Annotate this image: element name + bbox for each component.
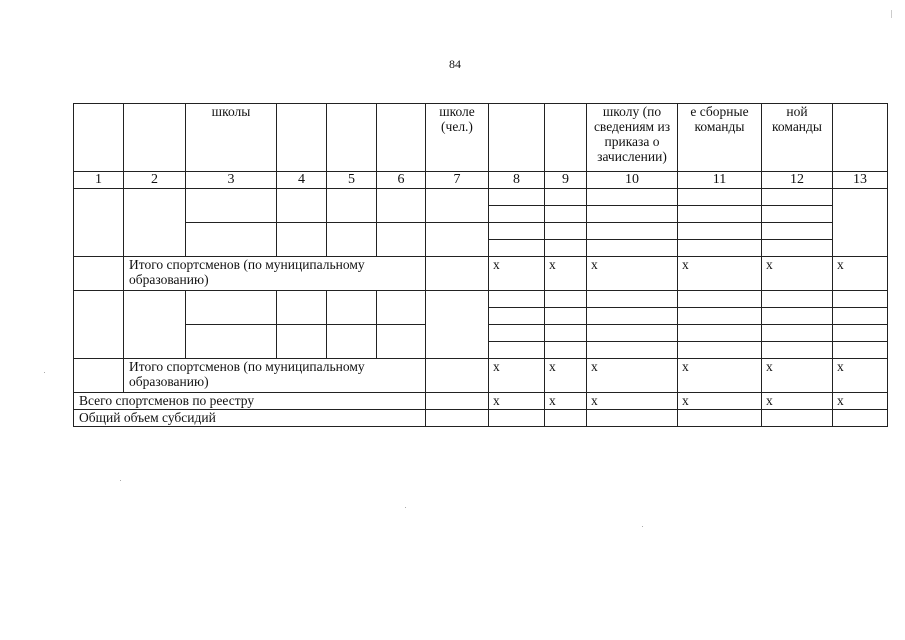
table-cell — [587, 206, 678, 223]
table-cell — [327, 223, 377, 257]
table-cell — [545, 342, 587, 359]
column-number: 12 — [762, 172, 833, 189]
table-cell — [124, 189, 186, 257]
subtotal-label: Итого спортсменов (по муниципальному образованию) — [124, 257, 426, 291]
registry-total-row — [74, 393, 888, 410]
registry-table — [73, 103, 888, 427]
scan-speck — [120, 480, 121, 481]
table-cell — [489, 291, 545, 308]
table-cell — [762, 308, 833, 325]
table-cell — [587, 342, 678, 359]
column-number: 6 — [377, 172, 426, 189]
header-cell: ной команды — [762, 104, 833, 172]
table-cell — [833, 342, 888, 359]
column-number: 11 — [678, 172, 762, 189]
table-cell — [587, 240, 678, 257]
table-cell — [277, 291, 327, 325]
subtotal-row — [74, 257, 888, 291]
scan-speck — [891, 10, 892, 18]
x-mark: x — [762, 257, 833, 291]
x-mark: x — [489, 359, 545, 393]
table-cell — [545, 189, 587, 206]
table-cell — [678, 291, 762, 308]
x-mark: x — [678, 359, 762, 393]
table-row — [74, 291, 888, 308]
subsidy-total-row — [74, 410, 888, 427]
table-row — [74, 189, 888, 206]
scan-speck — [44, 372, 45, 373]
column-number: 3 — [186, 172, 277, 189]
table-cell — [833, 325, 888, 342]
header-cell — [833, 104, 888, 172]
table-cell — [186, 325, 277, 359]
header-cell — [327, 104, 377, 172]
table-cell — [277, 189, 327, 223]
table-cell — [678, 223, 762, 240]
table-cell — [327, 189, 377, 223]
table-cell — [426, 410, 489, 427]
x-mark: x — [587, 359, 678, 393]
header-cell — [545, 104, 587, 172]
x-mark: x — [545, 257, 587, 291]
table-cell — [678, 308, 762, 325]
x-mark: x — [762, 393, 833, 410]
x-mark: x — [489, 257, 545, 291]
table-cell — [327, 291, 377, 325]
column-number-row — [74, 172, 888, 189]
table-cell — [587, 223, 678, 240]
table-cell — [489, 308, 545, 325]
header-cell: школу (по сведениям из приказа о зачислении) — [587, 104, 678, 172]
table-cell — [833, 189, 888, 257]
header-cell — [277, 104, 327, 172]
x-mark: x — [489, 393, 545, 410]
header-cell: школы — [186, 104, 277, 172]
column-number: 8 — [489, 172, 545, 189]
table-cell — [762, 291, 833, 308]
page-number: 84 — [449, 57, 461, 71]
column-number: 9 — [545, 172, 587, 189]
table-cell — [545, 206, 587, 223]
table-cell — [587, 189, 678, 206]
x-mark: x — [678, 257, 762, 291]
x-mark: x — [833, 257, 888, 291]
table-cell — [833, 410, 888, 427]
table-cell — [545, 240, 587, 257]
table-cell — [678, 240, 762, 257]
table-cell — [678, 189, 762, 206]
header-cell: школе (чел.) — [426, 104, 489, 172]
table-cell — [186, 223, 277, 257]
column-number: 10 — [587, 172, 678, 189]
header-cell — [124, 104, 186, 172]
subsidy-total-label: Общий объем субсидий — [74, 410, 426, 427]
table-cell — [833, 291, 888, 308]
x-mark: x — [678, 393, 762, 410]
column-number: 2 — [124, 172, 186, 189]
table-cell — [489, 189, 545, 206]
scan-speck — [642, 526, 643, 527]
table-cell — [426, 393, 489, 410]
column-number: 7 — [426, 172, 489, 189]
subtotal-label: Итого спортсменов (по муниципальному образованию) — [124, 359, 426, 393]
header-cell: е сборные команды — [678, 104, 762, 172]
table-header-row — [74, 104, 888, 172]
table-cell — [74, 291, 124, 359]
table-cell — [377, 223, 426, 257]
table-cell — [762, 342, 833, 359]
registry-total-label: Всего спортсменов по реестру — [74, 393, 426, 410]
table-cell — [426, 189, 489, 223]
table-cell — [377, 325, 426, 359]
table-cell — [678, 206, 762, 223]
table-cell — [489, 342, 545, 359]
table-cell — [587, 410, 678, 427]
scan-speck — [405, 507, 406, 508]
table-cell — [762, 206, 833, 223]
table-cell — [327, 325, 377, 359]
table-cell — [277, 325, 327, 359]
table-cell — [587, 291, 678, 308]
table-cell — [678, 342, 762, 359]
table-cell — [74, 257, 124, 291]
table-cell — [186, 291, 277, 325]
table-cell — [587, 308, 678, 325]
table-cell — [545, 410, 587, 427]
table-cell — [833, 308, 888, 325]
table-row — [74, 223, 888, 240]
table-cell — [678, 325, 762, 342]
table-cell — [489, 206, 545, 223]
table-cell — [545, 223, 587, 240]
table-cell — [545, 291, 587, 308]
header-cell — [74, 104, 124, 172]
table-cell — [762, 325, 833, 342]
table-cell — [762, 410, 833, 427]
x-mark: x — [545, 359, 587, 393]
table-cell — [489, 223, 545, 240]
x-mark: x — [587, 393, 678, 410]
table-cell — [426, 291, 489, 359]
column-number: 4 — [277, 172, 327, 189]
table-cell — [545, 308, 587, 325]
table-cell — [186, 189, 277, 223]
table-cell — [489, 325, 545, 342]
table-cell — [762, 189, 833, 206]
column-number: 13 — [833, 172, 888, 189]
table-cell — [762, 240, 833, 257]
x-mark: x — [833, 393, 888, 410]
table-cell — [587, 325, 678, 342]
table-cell — [678, 410, 762, 427]
header-cell — [489, 104, 545, 172]
table-cell — [762, 223, 833, 240]
table-cell — [545, 325, 587, 342]
column-number: 1 — [74, 172, 124, 189]
subtotal-row — [74, 359, 888, 393]
table-cell — [426, 257, 489, 291]
header-cell — [377, 104, 426, 172]
table-cell — [74, 359, 124, 393]
table-cell — [426, 359, 489, 393]
table-cell — [426, 223, 489, 257]
table-cell — [377, 189, 426, 223]
table-cell — [74, 189, 124, 257]
x-mark: x — [545, 393, 587, 410]
table-cell — [489, 240, 545, 257]
table-cell — [377, 291, 426, 325]
table-cell — [124, 291, 186, 359]
x-mark: x — [587, 257, 678, 291]
x-mark: x — [833, 359, 888, 393]
column-number: 5 — [327, 172, 377, 189]
table-cell — [277, 223, 327, 257]
x-mark: x — [762, 359, 833, 393]
table-cell — [489, 410, 545, 427]
